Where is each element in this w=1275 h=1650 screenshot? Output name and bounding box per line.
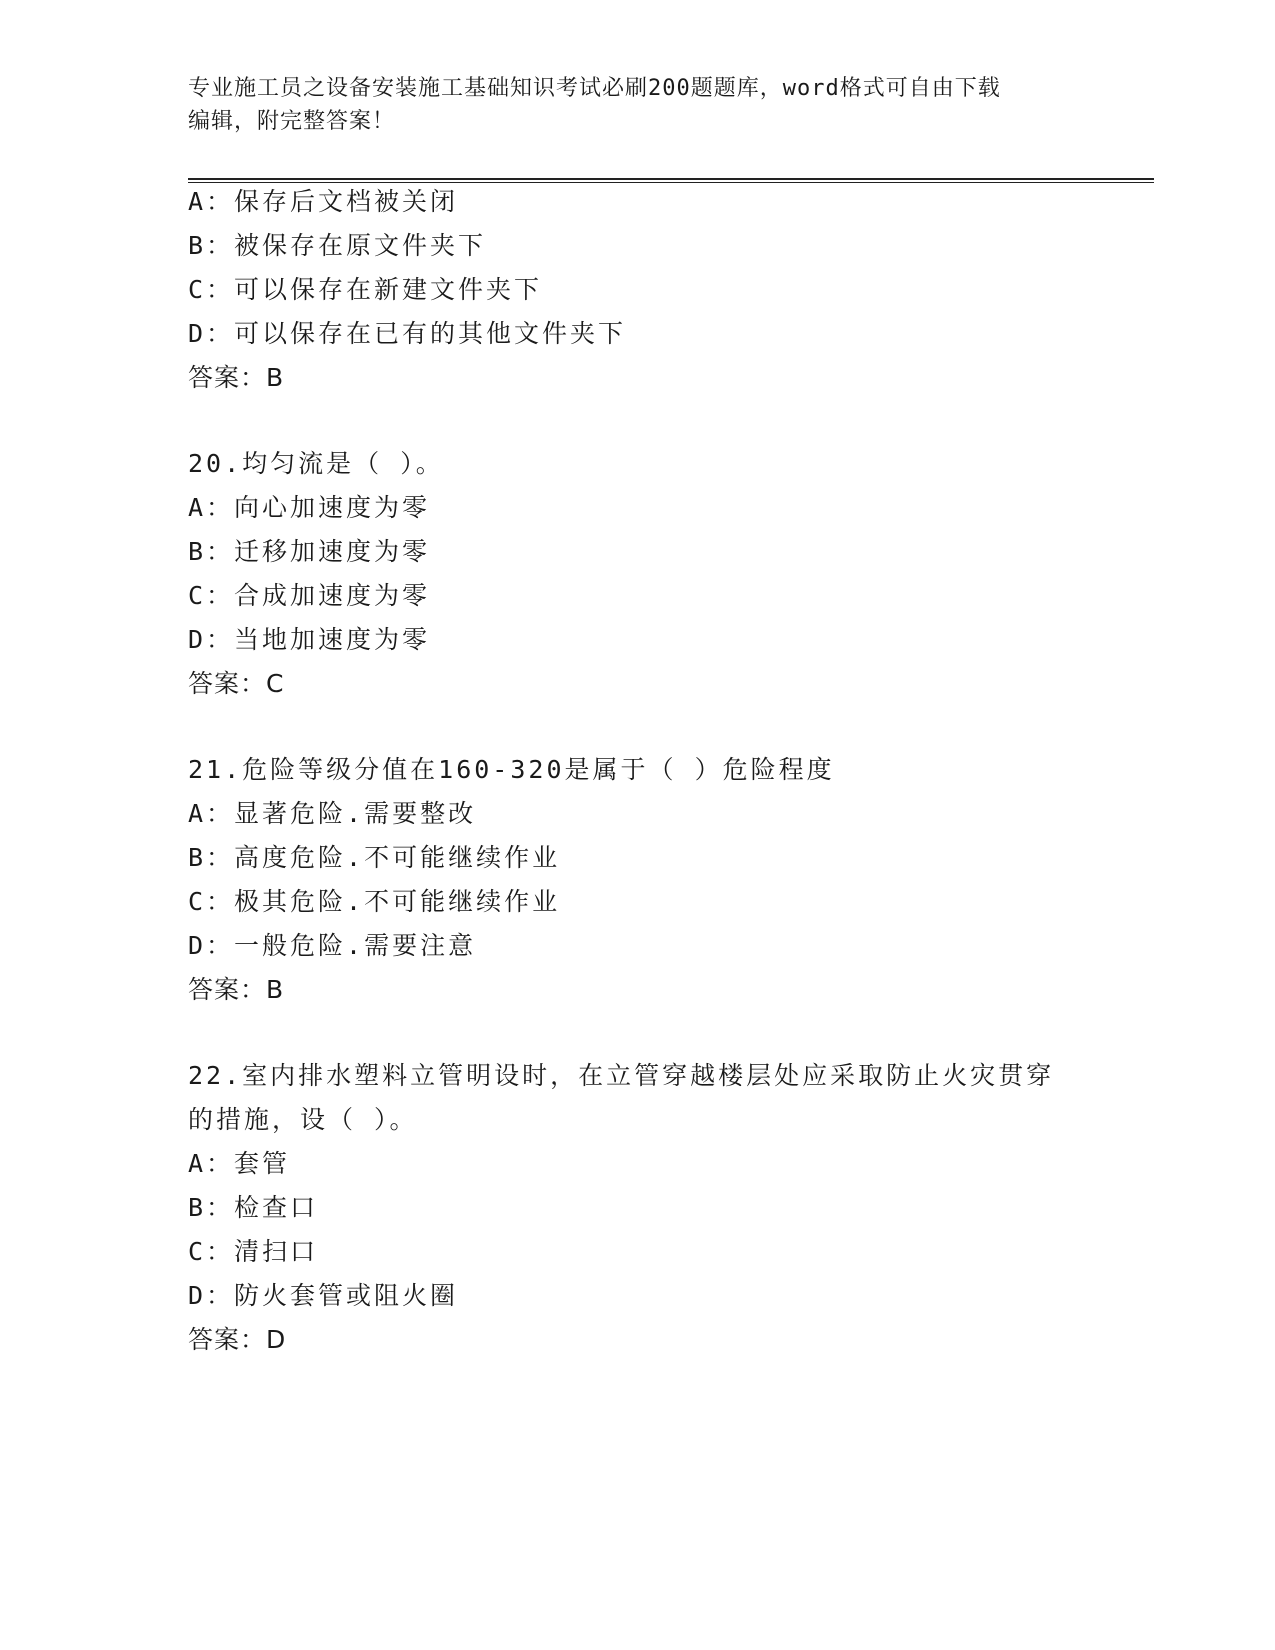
q19-option-b: B：被保存在原文件夹下 (188, 231, 487, 260)
q20-stem: 20.均匀流是（ ）。 (188, 449, 444, 478)
q20-option-b: B：迁移加速度为零 (188, 537, 431, 566)
header-line-1: 专业施工员之设备安装施工基础知识考试必刷200题题库，word格式可自由下载 (188, 76, 1001, 101)
q22-answer: 答案：D (188, 1325, 287, 1354)
q19-option-a: A：保存后文档被关闭 (188, 187, 459, 216)
q22-option-d: D：防火套管或阻火圈 (188, 1281, 459, 1310)
q21-stem: 21.危险等级分值在160-320是属于（ ）危险程度 (188, 755, 835, 784)
q19-answer: 答案：B (188, 363, 285, 392)
q22-option-c: C：清扫口 (188, 1237, 319, 1266)
q22-stem-line-2: 的措施，设（ ）。 (188, 1105, 418, 1134)
q21-option-c: C：极其危险.不可能继续作业 (188, 887, 561, 916)
q22-option-b: B：检查口 (188, 1193, 319, 1222)
q22-option-a: A：套管 (188, 1149, 291, 1178)
q20-option-a: A：向心加速度为零 (188, 493, 431, 522)
q20-option-d: D：当地加速度为零 (188, 625, 431, 654)
document-header (188, 72, 1068, 138)
q21-option-b: B：高度危险.不可能继续作业 (188, 843, 561, 872)
q20-answer: 答案：C (188, 669, 285, 698)
q19-option-c: C：可以保存在新建文件夹下 (188, 275, 543, 304)
q21-option-d: D：一般危险.需要注意 (188, 931, 477, 960)
q19-option-d: D：可以保存在已有的其他文件夹下 (188, 319, 627, 348)
q21-answer: 答案：B (188, 975, 285, 1004)
header-divider (188, 178, 1154, 183)
q22-stem-line-1: 22.室内排水塑料立管明设时，在立管穿越楼层处应采取防止火灾贯穿 (188, 1061, 1055, 1090)
header-line-2: 编辑，附完整答案！ (188, 109, 396, 134)
q20-option-c: C：合成加速度为零 (188, 581, 431, 610)
q21-option-a: A：显著危险.需要整改 (188, 799, 477, 828)
